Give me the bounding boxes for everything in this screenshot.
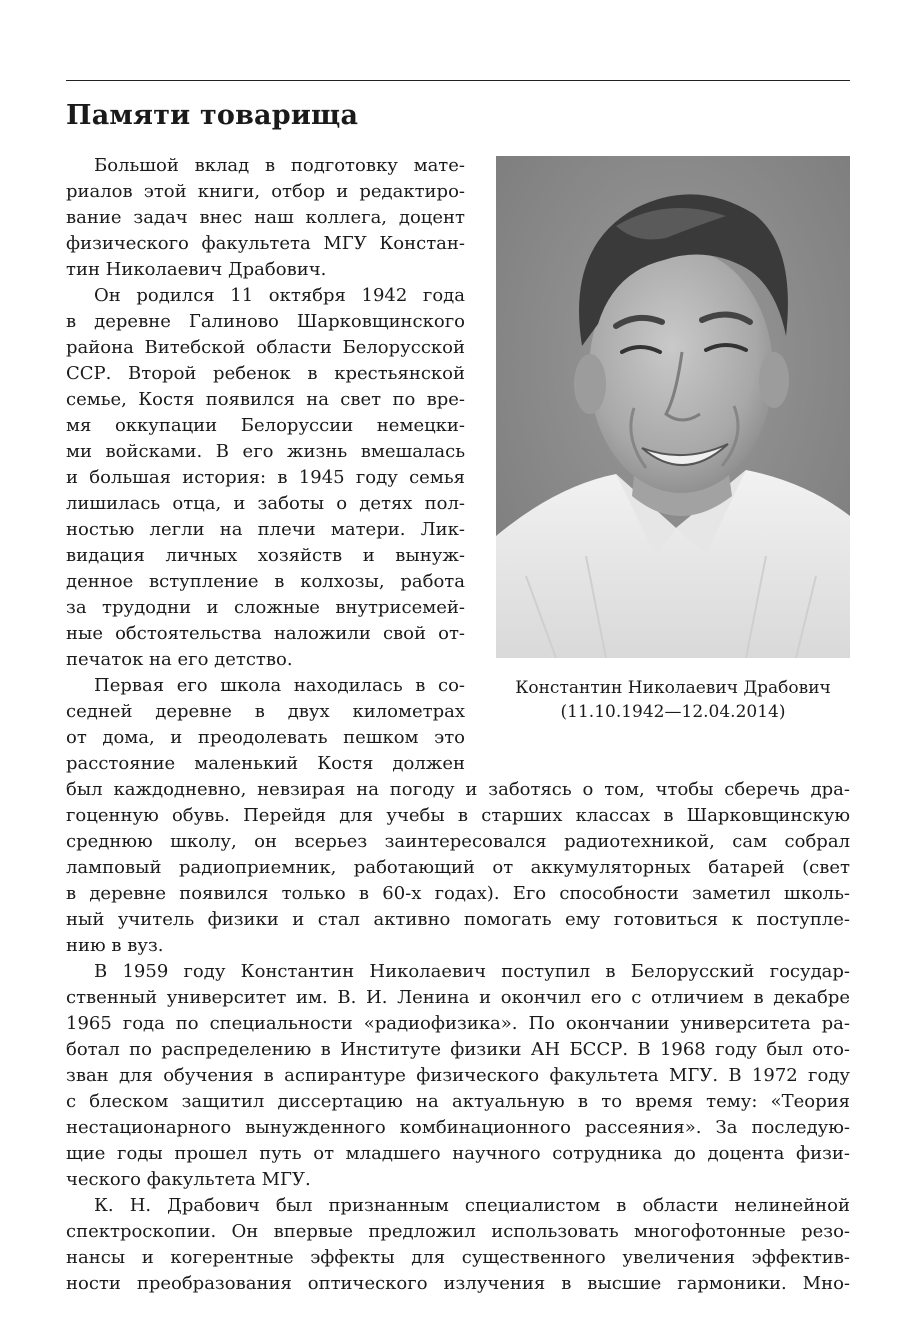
paragraph-line: В 1959 году Константин Николаевич поступил в Белорусский государ- — [94, 961, 850, 982]
paragraph-line: физического факультета МГУ Констан- — [66, 233, 465, 254]
paragraph-line: в деревне Галиново Шарковщинского — [66, 311, 465, 332]
paragraph-line: района Витебской области Белорусской — [66, 337, 465, 358]
paragraph-line: гоценную обувь. Перейдя для учебы в старших классах в Шарковщинскую — [66, 805, 850, 826]
photo-caption-name: Константин Николаевич Драбович — [515, 678, 831, 698]
paragraph-line: седней деревне в двух километрах — [66, 701, 465, 722]
paragraph-line: ности преобразования оптического излучения в высшие гармоники. Мно- — [66, 1273, 850, 1294]
paragraph-line: тин Николаевич Драбович. — [66, 259, 327, 280]
top-rule — [66, 80, 850, 81]
paragraph-line: вание задач внес наш коллега, доцент — [66, 207, 465, 228]
paragraph-line: К. Н. Драбович был признанным специалистом в области нелинейной — [94, 1195, 850, 1216]
paragraph-line: нансы и когерентные эффекты для существенного увеличения эффектив- — [66, 1247, 850, 1268]
paragraph-line: видация личных хозяйств и вынуж- — [66, 545, 465, 566]
paragraph-line: в деревне появился только в 60-х годах). Его способности заметил школь- — [66, 883, 850, 904]
paragraph-line: ственный университет им. В. И. Ленина и окончил его с отличием в декабре — [66, 987, 850, 1008]
paragraph-line: расстояние маленький Костя должен — [66, 753, 465, 774]
paragraph-line: нию в вуз. — [66, 935, 164, 956]
paragraph-line: ми войсками. В его жизнь вмешалась — [66, 441, 465, 462]
paragraph-line: денное вступление в колхозы, работа — [66, 571, 465, 592]
paragraph-line: лишилась отца, и заботы о детях пол- — [66, 493, 465, 514]
paragraph-line: среднюю школу, он всерьез заинтересовался радиотехникой, сам собрал — [66, 831, 850, 852]
paragraph-line: был каждодневно, невзирая на погоду и заботясь о том, чтобы сберечь дра- — [66, 779, 850, 800]
paragraph-line: Он родился 11 октября 1942 года — [94, 285, 465, 306]
paragraph-line: мя оккупации Белоруссии немецки- — [66, 415, 465, 436]
paragraph-line: зван для обучения в аспирантуре физического факультета МГУ. В 1972 году — [66, 1065, 850, 1086]
page-title: Памяти товарища — [66, 100, 359, 131]
portrait-photo — [496, 156, 850, 658]
paragraph-line: риалов этой книги, отбор и редактиро- — [66, 181, 465, 202]
paragraph-line: ламповый радиоприемник, работающий от аккумуляторных батарей (свет — [66, 857, 850, 878]
paragraph-line: щие годы прошел путь от младшего научного сотрудника до доцента физи- — [66, 1143, 850, 1164]
paragraph-line: ботал по распределению в Институте физики АН БССР. В 1968 году был ото- — [66, 1039, 850, 1060]
paragraph-line: ные обстоятельства наложили свой от- — [66, 623, 465, 644]
paragraph-line: ностью легли на плечи матери. Лик- — [66, 519, 465, 540]
paragraph-line: нестационарного вынужденного комбинационного рассеяния». За последую- — [66, 1117, 850, 1138]
paragraph-line: за трудодни и сложные внутрисемей- — [66, 597, 465, 618]
paragraph-line: с блеском защитил диссертацию на актуальную в то время тему: «Теория — [66, 1091, 850, 1112]
paragraph-line: ный учитель физики и стал активно помогать ему готовиться к поступле- — [66, 909, 850, 930]
paragraph-line: Первая его школа находилась в со- — [94, 675, 465, 696]
paragraph-line: от дома, и преодолевать пешком это — [66, 727, 465, 748]
paragraph-line: ССР. Второй ребенок в крестьянской — [66, 363, 465, 384]
photo-caption-dates: (11.10.1942—12.04.2014) — [560, 702, 786, 722]
paragraph-line: 1965 года по специальности «радиофизика». По окончании университета ра- — [66, 1013, 850, 1034]
paragraph-line: печаток на его детство. — [66, 649, 293, 670]
paragraph-line: Большой вклад в подготовку мате- — [94, 155, 465, 176]
paragraph-line: спектроскопии. Он впервые предложил использовать многофотонные резо- — [66, 1221, 850, 1242]
paragraph-line: ческого факультета МГУ. — [66, 1169, 311, 1190]
paragraph-line: и большая история: в 1945 году семья — [66, 467, 465, 488]
paragraph-line: семье, Костя появился на свет по вре- — [66, 389, 465, 410]
